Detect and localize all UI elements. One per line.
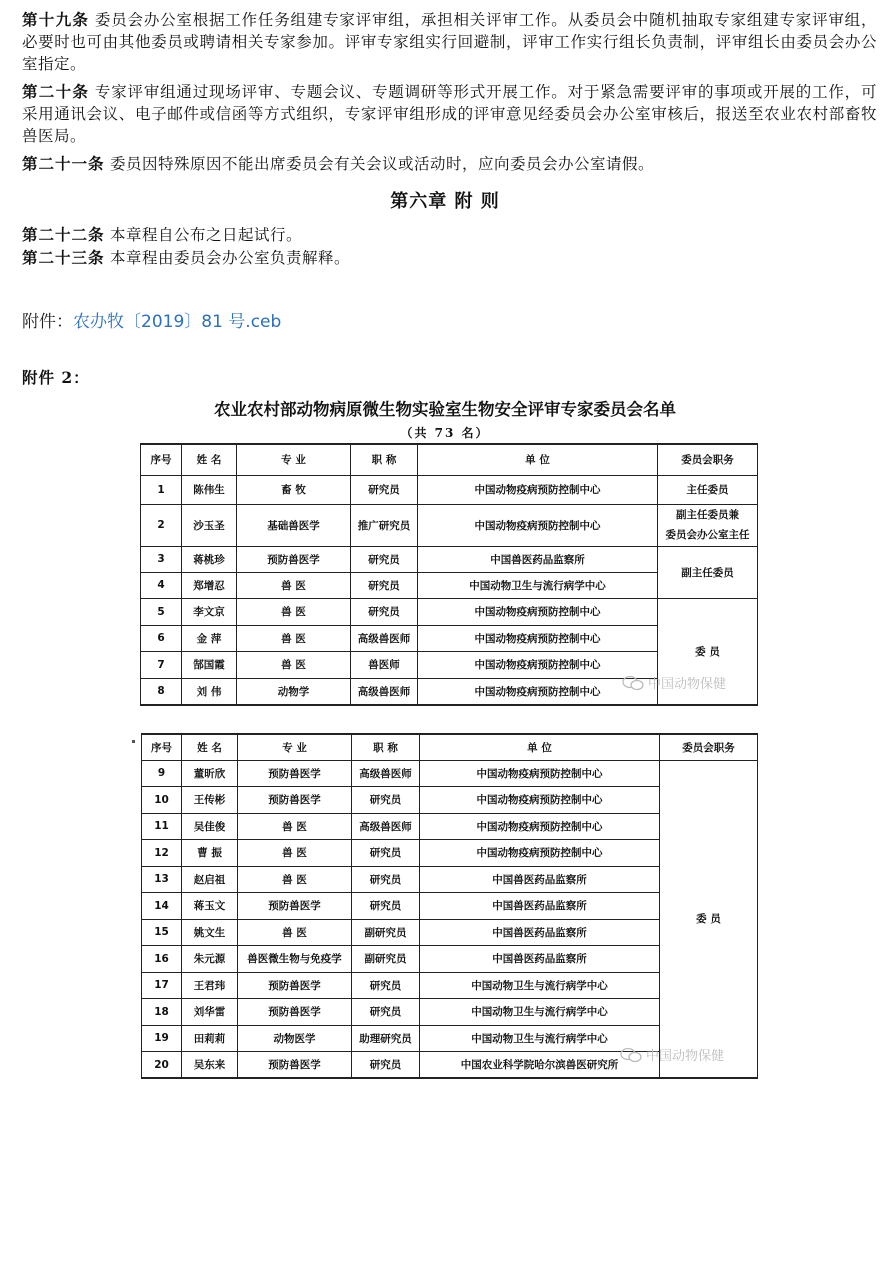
- article-19: [22, 9, 877, 75]
- table-row: [141, 598, 758, 625]
- cell-name: 王君玮: [182, 972, 238, 999]
- cell-role: [658, 504, 758, 546]
- table-row: [141, 475, 758, 504]
- cell-unit: 中国动物疫病预防控制中心: [418, 651, 658, 678]
- chapter-title: 第六章 附 则: [390, 191, 500, 212]
- cell-no: 3: [141, 546, 182, 572]
- header-name: 姓 名: [182, 734, 238, 760]
- attachment-1-link[interactable]: 农办牧〔2019〕81 号.ceb: [73, 312, 282, 332]
- cell-major: 兽 医: [238, 866, 352, 893]
- cell-name: 金 萍: [182, 625, 237, 651]
- cell-unit: 中国动物疫病预防控制中心: [420, 840, 660, 867]
- cell-title: 副研究员: [352, 919, 420, 946]
- article-20-label: 第二十条: [22, 83, 90, 101]
- article-19-text: 委员会办公室根据工作任务组建专家评审组，承担相关评审工作。从委员会中随机抽取专家组建专家评审组，必要时也可由其他委员或聘请相关专家参加。评审专家组实行回避制，评审工作实行组长负责制，评审组长由委员会办公室指定。: [22, 11, 877, 73]
- cell-no: 14: [142, 893, 182, 920]
- article-22-label: 第二十二条: [22, 226, 105, 244]
- cell-role: 副主任委员: [658, 546, 758, 598]
- cell-unit: 中国动物疫病预防控制中心: [420, 787, 660, 814]
- cell-no: 15: [142, 919, 182, 946]
- cell-major: 畜 牧: [237, 475, 351, 504]
- cell-major: 预防兽医学: [238, 999, 352, 1026]
- cell-name: 赵启祖: [182, 866, 238, 893]
- header-name: 姓 名: [182, 444, 237, 475]
- cell-title: 研究员: [352, 840, 420, 867]
- cell-role: 委 员: [660, 760, 758, 1078]
- cell-name: 曹 振: [182, 840, 238, 867]
- header-unit: 单 位: [418, 444, 658, 475]
- cell-title: 高级兽医师: [352, 813, 420, 840]
- cell-unit: 中国动物疫病预防控制中心: [420, 813, 660, 840]
- cell-major: 兽 医: [238, 840, 352, 867]
- cell-name: 郑增忍: [182, 572, 237, 598]
- header-role: 委员会职务: [660, 734, 758, 760]
- cell-name: 王传彬: [182, 787, 238, 814]
- scan-speck: [132, 740, 135, 743]
- cell-title: 研究员: [352, 1052, 420, 1079]
- cell-name: 刘华雷: [182, 999, 238, 1026]
- attachment-2-label: 附件 2：: [22, 368, 90, 387]
- cell-unit: 中国兽医药品监察所: [420, 946, 660, 973]
- article-23: [22, 247, 877, 269]
- cell-major: 兽 医: [237, 651, 351, 678]
- cell-major: 兽医微生物与免疫学: [238, 946, 352, 973]
- header-major: 专 业: [237, 444, 351, 475]
- cell-title: 兽医师: [351, 651, 418, 678]
- article-21-label: 第二十一条: [22, 155, 105, 173]
- cell-unit: 中国动物疫病预防控制中心: [418, 598, 658, 625]
- cell-title: 研究员: [352, 866, 420, 893]
- cell-major: 预防兽医学: [238, 893, 352, 920]
- cell-title: 研究员: [351, 475, 418, 504]
- cell-title: 高级兽医师: [351, 625, 418, 651]
- cell-no: 4: [141, 572, 182, 598]
- cell-unit: 中国动物疫病预防控制中心: [418, 678, 658, 705]
- cell-no: 16: [142, 946, 182, 973]
- roster-title: 农业农村部动物病原微生物实验室生物安全评审专家委员会名单: [214, 400, 676, 419]
- cell-major: 预防兽医学: [238, 760, 352, 787]
- cell-name: 蒋玉文: [182, 893, 238, 920]
- cell-no: 13: [142, 866, 182, 893]
- cell-name: 蒋桃珍: [182, 546, 237, 572]
- header-no: 序号: [141, 444, 182, 475]
- cell-major: 预防兽医学: [238, 972, 352, 999]
- cell-title: 副研究员: [352, 946, 420, 973]
- cell-major: 预防兽医学: [238, 1052, 352, 1079]
- cell-no: 9: [142, 760, 182, 787]
- cell-major: 兽 医: [238, 813, 352, 840]
- roster-table-part1: [140, 443, 758, 706]
- cell-major: 兽 医: [237, 572, 351, 598]
- cell-unit: 中国兽医药品监察所: [420, 893, 660, 920]
- cell-unit: 中国动物疫病预防控制中心: [418, 625, 658, 651]
- cell-name: 刘 伟: [182, 678, 237, 705]
- cell-title: 研究员: [352, 787, 420, 814]
- roster-table-part2: [141, 733, 758, 1079]
- cell-no: 11: [142, 813, 182, 840]
- cell-unit: 中国动物疫病预防控制中心: [418, 475, 658, 504]
- cell-no: 17: [142, 972, 182, 999]
- cell-major: 兽 医: [237, 598, 351, 625]
- cell-no: 19: [142, 1025, 182, 1052]
- header-role: 委员会职务: [658, 444, 758, 475]
- cell-role: 委 员: [658, 598, 758, 705]
- cell-title: 高级兽医师: [351, 678, 418, 705]
- cell-name: 董昕欣: [182, 760, 238, 787]
- cell-unit: 中国农业科学院哈尔滨兽医研究所: [420, 1052, 660, 1079]
- wechat-icon: [620, 1047, 642, 1063]
- cell-no: 20: [142, 1052, 182, 1079]
- cell-title: 推广研究员: [351, 504, 418, 546]
- header-no: 序号: [142, 734, 182, 760]
- article-21-text: 委员因特殊原因不能出席委员会有关会议或活动时，应向委员会办公室请假。: [104, 155, 654, 173]
- cell-no: 7: [141, 651, 182, 678]
- role-line-2: 委员会办公室主任: [665, 529, 750, 541]
- cell-no: 5: [141, 598, 182, 625]
- cell-unit: 中国动物疫病预防控制中心: [418, 504, 658, 546]
- cell-unit: 中国动物卫生与流行病学中心: [420, 1025, 660, 1052]
- cell-unit: 中国兽医药品监察所: [418, 546, 658, 572]
- cell-name: 吴佳俊: [182, 813, 238, 840]
- cell-name: 陈伟生: [182, 475, 237, 504]
- article-22: [22, 224, 877, 246]
- cell-name: 吴东来: [182, 1052, 238, 1079]
- cell-unit: 中国动物卫生与流行病学中心: [418, 572, 658, 598]
- cell-title: 研究员: [351, 546, 418, 572]
- cell-title: 研究员: [352, 893, 420, 920]
- cell-no: 12: [142, 840, 182, 867]
- cell-name: 郜国霞: [182, 651, 237, 678]
- table-header-row: [141, 444, 758, 475]
- attachment-1: [22, 307, 281, 332]
- article-23-text: 本章程由委员会办公室负责解释。: [104, 249, 350, 267]
- attachment-1-label: 附件：: [22, 312, 73, 332]
- cell-major: 基础兽医学: [237, 504, 351, 546]
- table-row: [142, 760, 758, 787]
- table-header-row: [142, 734, 758, 760]
- cell-unit: 中国兽医药品监察所: [420, 866, 660, 893]
- cell-title: 研究员: [351, 572, 418, 598]
- cell-major: 兽 医: [238, 919, 352, 946]
- cell-name: 沙玉圣: [182, 504, 237, 546]
- cell-no: 2: [141, 504, 182, 546]
- watermark-text: 中国动物保健: [646, 1049, 725, 1064]
- table-row: [141, 546, 758, 572]
- article-22-text: 本章程自公布之日起试行。: [104, 226, 302, 244]
- header-title: 职 称: [352, 734, 420, 760]
- cell-no: 10: [142, 787, 182, 814]
- cell-unit: 中国动物卫生与流行病学中心: [420, 999, 660, 1026]
- watermark-text: 中国动物保健: [648, 677, 727, 692]
- article-20-text: 专家评审组通过现场评审、专题会议、专题调研等形式开展工作。对于紧急需要评审的事项或开展的工作，可采用通讯会议、电子邮件或信函等方式组织，专家评审组形成的评审意见经委员会办公室审核后，报送至农业农村部畜牧兽医局。: [22, 83, 877, 145]
- cell-unit: 中国动物卫生与流行病学中心: [420, 972, 660, 999]
- cell-name: 姚文生: [182, 919, 238, 946]
- header-title: 职 称: [351, 444, 418, 475]
- cell-unit: 中国兽医药品监察所: [420, 919, 660, 946]
- article-19-label: 第十九条: [22, 11, 90, 29]
- watermark: [620, 1045, 724, 1064]
- cell-major: 兽 医: [237, 625, 351, 651]
- cell-title: 助理研究员: [352, 1025, 420, 1052]
- article-23-label: 第二十三条: [22, 249, 105, 267]
- header-unit: 单 位: [420, 734, 660, 760]
- cell-major: 预防兽医学: [238, 787, 352, 814]
- cell-name: 李文京: [182, 598, 237, 625]
- cell-name: 田莉莉: [182, 1025, 238, 1052]
- role-line-1: 副主任委员兼: [676, 509, 739, 521]
- cell-major: 动物学: [237, 678, 351, 705]
- cell-title: 研究员: [351, 598, 418, 625]
- article-20: [22, 81, 877, 147]
- watermark: [622, 673, 726, 692]
- cell-major: 动物医学: [238, 1025, 352, 1052]
- cell-unit: 中国动物疫病预防控制中心: [420, 760, 660, 787]
- cell-no: 8: [141, 678, 182, 705]
- cell-title: 研究员: [352, 999, 420, 1026]
- cell-title: 高级兽医师: [352, 760, 420, 787]
- cell-title: 研究员: [352, 972, 420, 999]
- cell-role: 主任委员: [658, 475, 758, 504]
- table-row: [141, 504, 758, 546]
- cell-no: 6: [141, 625, 182, 651]
- cell-no: 1: [141, 475, 182, 504]
- cell-name: 朱元源: [182, 946, 238, 973]
- header-major: 专 业: [238, 734, 352, 760]
- wechat-icon: [622, 675, 644, 691]
- cell-major: 预防兽医学: [237, 546, 351, 572]
- article-21: [22, 153, 877, 175]
- cell-no: 18: [142, 999, 182, 1026]
- roster-subtitle: （共 73 名）: [400, 426, 490, 440]
